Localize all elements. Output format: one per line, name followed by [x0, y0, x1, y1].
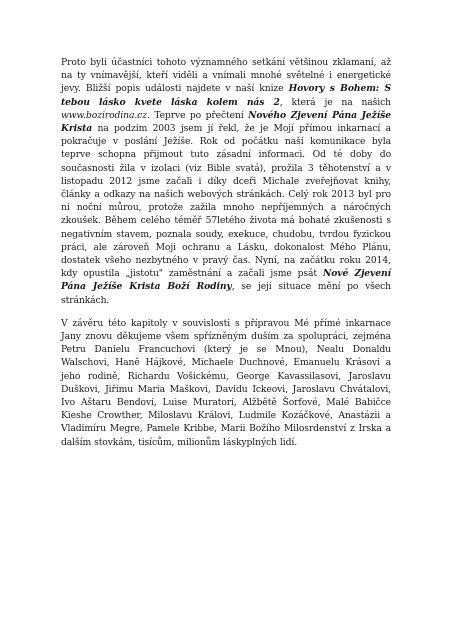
book-title-nove-zjeveni: Nového Zjevení Pána Ježíše Krista: [61, 109, 391, 135]
book-title-hovory-s-bohem: Hovory s Bohem: S tebou lásko kvete láska kolem nás 2: [61, 83, 391, 108]
paragraph-1-text-4: na podzim 2003 jsem jí řekl, že je Mojí přímou inkarnací a pokračuje v poslání Ježíše. Rok od počátku naší komunikace byla teprve schopna přijmout tuto zásadní informaci. Od té doby do současnosti žila v izolaci (viz Bible svatá), prožila 3 těhotenství a v listopadu 2012 jsme začali i díky dceři Michale zveřejňovat knihy, články a odkazy na našich webových stránkách. Celý rok 2013 byl pro ni noční můrou, protože zažila mnoho nepříjemných a náročných zkoušek. Během celého téměř 57letého života má bohaté zkušenosti s negativním stavem, poznala soudy, exekuce, chudobu, tvrdou fyzickou práci, ale zároveň Moji ochranu a Lásku, dokonalost Mého Plánu, dostatek všeho nezbytného v pravý čas. Nyní, na začátku roku 2014, kdy opustila „jistotu" zaměstnání a začali jsme psát: [61, 123, 391, 280]
paragraph-1-text-1: Proto byli účastníci tohoto významného setkání většinou zklamaní, až na ty vnímavější, kteří viděli a vnímali mnohé světelné i energetické jevy. Bližší popis události najdete v naší knize: [61, 57, 391, 95]
paragraph-1-text-5: , se její situace mění po všech stránkách.: [61, 281, 391, 306]
paragraph-1-text-2: , která je na našich: [279, 96, 391, 108]
website-link[interactable]: www.bozirodina.cz: [61, 109, 147, 121]
document-body: [61, 56, 391, 459]
book-title-nove-zjeveni-bozi-rodiny: Nové Zjevení Pána Ježíše Krista Boží Rodiny: [61, 268, 391, 293]
paragraph-1-text-3: . Teprve po přečtení: [146, 109, 249, 121]
paragraph-1: [61, 56, 391, 307]
paragraph-2: V závěru této kapitoly v souvislosti s přípravou Mé přímé inkarnace Jany znovu děkujeme všem spřízněným duším za spolupráci, zejména Petru Danielu Francuchovi (který je se Mnou), Nealu Donaldu Walschovi, Haně Hájkové, Michaele Duchnové, Emanuelu Krásovi a jeho rodině, Richardu Vošickému, George Kavassilasovi, Jaroslavu Duškovi, Jiřímu Maria Maškovi, Davidu Ickeovi, Jaroslavu Chvátalovi, Ivo Aštaru Bendovi, Luise Muratori, Alžbětě Šorfové, Malé Babičce Kieshe Crowther, Miloslavu Královi, Ludmile Kozáčkové, Anastázii a Vladimíru Megre, Pamele Kribbe, Marii Božího Milosrdenství z Irska a dalším stovkám, tisícům, milionům láskyplných lidí.: [61, 317, 391, 448]
